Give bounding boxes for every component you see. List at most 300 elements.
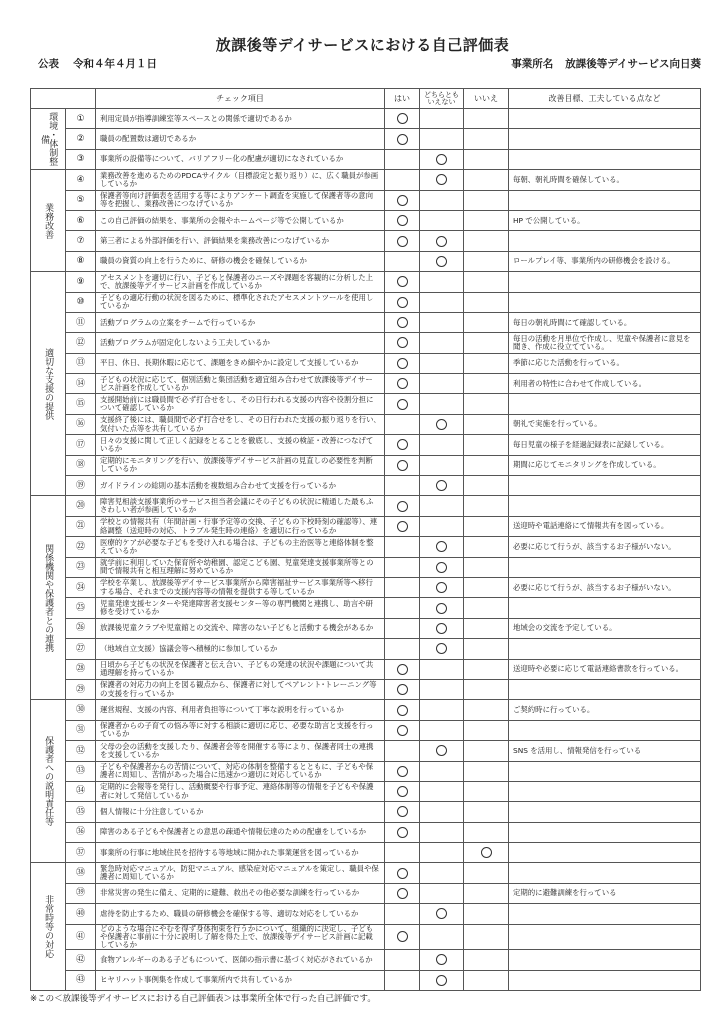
answer-neutral [420, 190, 464, 210]
item-number: ㉝ [66, 761, 96, 781]
circle-mark-icon [397, 521, 408, 532]
answer-neutral [420, 700, 464, 720]
item-text: 学校を卒業し、放課後等デイサービス事業所から障害福祉サービス事業所等へ移行する場合、それまでの支援内容等の情報を提供する等しているか [96, 577, 385, 597]
table-row [31, 577, 701, 597]
remark-text [509, 904, 701, 924]
answer-no [464, 537, 509, 557]
remark-text [509, 557, 701, 577]
table-row [31, 496, 701, 516]
table-row [31, 970, 701, 990]
table-row [31, 720, 701, 740]
remark-text: 送迎時や電話連絡にて情報共有を図っている。 [509, 516, 701, 536]
remark-text: 期間に応じてモニタリングを作成している。 [509, 455, 701, 475]
answer-no [464, 374, 509, 394]
answer-yes [385, 394, 420, 414]
answer-no [464, 210, 509, 230]
answer-no [464, 761, 509, 781]
circle-mark-icon [397, 664, 408, 675]
item-number: ㉗ [66, 639, 96, 659]
publication-info [38, 56, 171, 71]
answer-yes [385, 109, 420, 129]
answer-yes [385, 822, 420, 842]
answer-yes [385, 210, 420, 230]
answer-no [464, 149, 509, 169]
circle-mark-icon [436, 603, 447, 614]
item-number: ② [66, 129, 96, 149]
answer-no [464, 231, 509, 251]
table-row [31, 741, 701, 761]
section-label: 適切な支援の提供 [31, 272, 66, 496]
answer-yes [385, 761, 420, 781]
table-row [31, 292, 701, 312]
table-row [31, 843, 701, 863]
circle-mark-icon [397, 806, 408, 817]
item-text: 活動プログラムが固定化しないよう工夫しているか [96, 333, 385, 353]
item-number: ㊷ [66, 950, 96, 970]
item-text: 食物アレルギーのある子どもについて、医師の指示書に基づく対応がされているか [96, 950, 385, 970]
remark-text: ロールプレイ等、事業所内の研修機会を設ける。 [509, 251, 701, 271]
answer-yes [385, 863, 420, 883]
answer-no [464, 720, 509, 740]
remark-text: SNS を活用し、情報発信を行っている [509, 741, 701, 761]
answer-no [464, 557, 509, 577]
answer-no [464, 435, 509, 455]
remark-text: 定期的に避難訓練を行っている [509, 883, 701, 903]
circle-mark-icon [397, 113, 408, 124]
table-row [31, 109, 701, 129]
table-row [31, 251, 701, 271]
answer-no [464, 883, 509, 903]
answer-neutral [420, 741, 464, 761]
item-text: 保護者等向け評価表を活用する等によりアンケート調査を実施して保護者等の意向等を把握し、業務改善につなげているか [96, 190, 385, 210]
header-blank [31, 89, 96, 109]
remark-text: 毎朝、朝礼時間を確保している。 [509, 170, 701, 190]
section-label: 環境・体制整備 [31, 109, 66, 170]
circle-mark-icon [436, 480, 447, 491]
answer-no [464, 353, 509, 373]
remark-text: 地域会の交流を予定している。 [509, 618, 701, 638]
answer-neutral [420, 149, 464, 169]
item-text: ヒヤリハット事例集を作成して事業所内で共有しているか [96, 970, 385, 990]
answer-no [464, 950, 509, 970]
item-number: ⑫ [66, 333, 96, 353]
table-row [31, 883, 701, 903]
item-number: ⑳ [66, 496, 96, 516]
remark-text [509, 231, 701, 251]
remark-text [509, 272, 701, 292]
item-number: ㉞ [66, 781, 96, 801]
answer-neutral [420, 129, 464, 149]
circle-mark-icon [397, 766, 408, 777]
answer-yes [385, 333, 420, 353]
item-number: ⑪ [66, 312, 96, 332]
page-title: 放課後等デイサービスにおける自己評価表 [215, 36, 510, 54]
answer-neutral [420, 496, 464, 516]
item-text: 子どもの適応行動の状況を図るために、標準化されたアセスメントツールを使用しているか [96, 292, 385, 312]
answer-no [464, 598, 509, 618]
item-number: ㊳ [66, 863, 96, 883]
header-item: チェック項目 [96, 89, 385, 109]
answer-neutral [420, 639, 464, 659]
circle-mark-icon [397, 827, 408, 838]
answer-yes [385, 659, 420, 679]
table-row [31, 516, 701, 536]
answer-no [464, 272, 509, 292]
answer-no [464, 394, 509, 414]
remark-text: 必要に応じて行うが、該当するお子様がいない。 [509, 577, 701, 597]
answer-yes [385, 950, 420, 970]
item-number: ⑥ [66, 210, 96, 230]
answer-no [464, 679, 509, 699]
answer-neutral [420, 333, 464, 353]
item-text: 第三者による外部評価を行い、評価結果を業務改善につなげているか [96, 231, 385, 251]
table-row [31, 210, 701, 230]
answer-neutral [420, 455, 464, 475]
item-text: 個人情報に十分注意しているか [96, 802, 385, 822]
item-number: ⑨ [66, 272, 96, 292]
publication-date: 令和４年４月１日 [73, 58, 157, 70]
item-number: ⑤ [66, 190, 96, 210]
answer-yes [385, 251, 420, 271]
answer-neutral [420, 109, 464, 129]
item-text: 保護者の対応力の向上を図る観点から、保護者に対してペアレント･トレーニング等の支援を行っているか [96, 679, 385, 699]
item-text: 児童発達支援センターや発達障害者支援センター等の専門機関と連携し、助言や研修を受けているか [96, 598, 385, 618]
header-no: いいえ [464, 89, 509, 109]
item-number: ㊵ [66, 904, 96, 924]
remark-text [509, 970, 701, 990]
item-text: どのような場合にやむを得ず身体拘束を行うかについて、組織的に決定し、子どもや保護者に事前に十分に説明し了解を得た上で、放課後等デイサービス計画に記載しているか [96, 924, 385, 950]
item-number: ㉖ [66, 618, 96, 638]
remark-text: ご契約時に行っている。 [509, 700, 701, 720]
table-row [31, 394, 701, 414]
item-text: 業務改善を進めるためのPDCAサイクル（目標設定と振り返り）に、広く職員が参画しているか [96, 170, 385, 190]
item-number: ㊶ [66, 924, 96, 950]
item-number: ㊴ [66, 883, 96, 903]
item-number: ⑦ [66, 231, 96, 251]
circle-mark-icon [436, 623, 447, 634]
answer-yes [385, 720, 420, 740]
answer-neutral [420, 251, 464, 271]
remark-text [509, 761, 701, 781]
answer-no [464, 251, 509, 271]
circle-mark-icon [436, 236, 447, 247]
table-row [31, 374, 701, 394]
item-text: 定期的にモニタリングを行い、放課後等デイサービス計画の見直しの必要性を判断しているか [96, 455, 385, 475]
item-text: 緊急時対応マニュアル、防犯マニュアル、感染症対応マニュアルを策定し、職員や保護者に周知しているか [96, 863, 385, 883]
remark-text: 送迎時や必要に応じて電話連絡書款を行っている。 [509, 659, 701, 679]
table-row [31, 659, 701, 679]
table-row [31, 822, 701, 842]
item-number: ㉓ [66, 557, 96, 577]
answer-neutral [420, 659, 464, 679]
item-text: 職員の配置数は適切であるか [96, 129, 385, 149]
item-text: 支援開始前には職員間で必ず打合せをし、その日行われる支援の内容や役割分担について確認しているか [96, 394, 385, 414]
item-text: （地域自立支援）協議会等へ積極的に参加しているか [96, 639, 385, 659]
answer-neutral [420, 618, 464, 638]
item-text: 障害児相談支援事業所のサービス担当者会議にその子どもの状況に精通した最もふさわしい者が参画しているか [96, 496, 385, 516]
remark-text [509, 950, 701, 970]
answer-yes [385, 272, 420, 292]
answer-neutral [420, 863, 464, 883]
answer-neutral [420, 435, 464, 455]
answer-yes [385, 129, 420, 149]
section-label: 非常時等の対応 [31, 863, 66, 991]
circle-mark-icon [397, 501, 408, 512]
answer-no [464, 618, 509, 638]
item-text: 職員の資質の向上を行うために、研修の機会を確保しているか [96, 251, 385, 271]
table-row [31, 802, 701, 822]
remark-text: 毎日の朝礼時間にて確認している。 [509, 312, 701, 332]
item-number: ㉒ [66, 537, 96, 557]
remark-text [509, 292, 701, 312]
answer-neutral [420, 924, 464, 950]
answer-no [464, 843, 509, 863]
answer-no [464, 292, 509, 312]
answer-yes [385, 924, 420, 950]
table-row [31, 924, 701, 950]
item-text: 障害のある子どもや保護者との意思の疎通や情報伝達のための配慮をしているか [96, 822, 385, 842]
answer-neutral [420, 802, 464, 822]
circle-mark-icon [397, 378, 408, 389]
answer-no [464, 659, 509, 679]
table-row [31, 679, 701, 699]
publication-label: 公表 [38, 58, 59, 70]
remark-text [509, 781, 701, 801]
remark-text [509, 129, 701, 149]
office-label: 事業所名 [511, 58, 554, 70]
table-row [31, 863, 701, 883]
remark-text: 毎日の活動を月単位で作成し、児童や保護者に意見を聞き、作成に役立てている。 [509, 333, 701, 353]
item-number: ⑩ [66, 292, 96, 312]
office-name: 放課後等デイサービス向日葵 [565, 58, 701, 70]
answer-yes [385, 639, 420, 659]
item-text: 利用定員が指導訓練室等スペースとの関係で適切であるか [96, 109, 385, 129]
circle-mark-icon [397, 725, 408, 736]
item-text: ガイドラインの総則の基本活動を複数組み合わせて支援を行っているか [96, 476, 385, 496]
remark-text [509, 149, 701, 169]
answer-yes [385, 231, 420, 251]
answer-neutral [420, 210, 464, 230]
table-row [31, 129, 701, 149]
circle-mark-icon [397, 399, 408, 410]
circle-mark-icon [397, 317, 408, 328]
item-number: ㊲ [66, 843, 96, 863]
item-number: ③ [66, 149, 96, 169]
circle-mark-icon [436, 954, 447, 965]
item-text: 保護者からの子育ての悩み等に対する相談に適切に応じ、必要な助言と支援を行っているか [96, 720, 385, 740]
answer-yes [385, 170, 420, 190]
table-row [31, 598, 701, 618]
circle-mark-icon [436, 975, 447, 986]
remark-text [509, 598, 701, 618]
answer-no [464, 516, 509, 536]
item-text: 事業所の設備等について、バリアフリー化の配慮が適切になされているか [96, 149, 385, 169]
item-text: 非常災害の発生に備え、定期的に避難、救出その他必要な訓練を行っているか [96, 883, 385, 903]
item-number: ㉑ [66, 516, 96, 536]
circle-mark-icon [397, 460, 408, 471]
circle-mark-icon [397, 868, 408, 879]
table-row [31, 414, 701, 434]
table-row [31, 435, 701, 455]
item-number: ㉟ [66, 802, 96, 822]
answer-no [464, 822, 509, 842]
remark-text: 毎日児童の様子を経過記録表に記録している。 [509, 435, 701, 455]
answer-yes [385, 292, 420, 312]
answer-yes [385, 598, 420, 618]
item-number: ⑱ [66, 455, 96, 475]
answer-neutral [420, 476, 464, 496]
answer-no [464, 476, 509, 496]
answer-yes [385, 435, 420, 455]
table-header [31, 89, 701, 109]
table-row [31, 700, 701, 720]
answer-neutral [420, 231, 464, 251]
circle-mark-icon [397, 684, 408, 695]
circle-mark-icon [436, 562, 447, 573]
answer-yes [385, 353, 420, 373]
remark-text [509, 720, 701, 740]
answer-no [464, 109, 509, 129]
table-row [31, 476, 701, 496]
answer-no [464, 312, 509, 332]
circle-mark-icon [397, 297, 408, 308]
answer-neutral [420, 970, 464, 990]
footnote: ※この＜放課後等デイサービスにおける自己評価表＞は事業所全体で行った自己評価です。 [30, 994, 376, 1004]
table-row [31, 312, 701, 332]
answer-no [464, 904, 509, 924]
answer-yes [385, 190, 420, 210]
item-text: 定期的に会報等を発行し、活動概要や行事予定、連絡体制等の情報を子どもや保護者に対して発信しているか [96, 781, 385, 801]
item-number: ㉘ [66, 659, 96, 679]
answer-yes [385, 577, 420, 597]
answer-no [464, 170, 509, 190]
circle-mark-icon [436, 174, 447, 185]
circle-mark-icon [436, 908, 447, 919]
item-number: ① [66, 109, 96, 129]
item-text: 日頃から子どもの状況を保護者と伝え合い、子どもの発達の状況や課題について共通理解を持っているか [96, 659, 385, 679]
answer-yes [385, 455, 420, 475]
answer-yes [385, 537, 420, 557]
item-text: 支援終了後には、職員間で必ず打合せをし、その日行われた支援の振り返りを行い､気付いた点等を共有しているか [96, 414, 385, 434]
table-row [31, 761, 701, 781]
circle-mark-icon [436, 643, 447, 654]
remark-text [509, 394, 701, 414]
remark-text [509, 863, 701, 883]
answer-no [464, 496, 509, 516]
table-row [31, 333, 701, 353]
circle-mark-icon [436, 541, 447, 552]
answer-no [464, 129, 509, 149]
answer-neutral [420, 292, 464, 312]
table-row [31, 455, 701, 475]
answer-yes [385, 476, 420, 496]
answer-neutral [420, 374, 464, 394]
answer-neutral [420, 598, 464, 618]
answer-neutral [420, 414, 464, 434]
answer-no [464, 970, 509, 990]
remark-text [509, 924, 701, 950]
answer-no [464, 190, 509, 210]
item-text: 就学前に利用していた保育所や幼稚園、認定こども園、児童発達支援事業所等との間で情報共有と相互理解に努めているか [96, 557, 385, 577]
remark-text: 朝礼で実施を行っている。 [509, 414, 701, 434]
answer-neutral [420, 170, 464, 190]
circle-mark-icon [397, 786, 408, 797]
item-text: 学校との情報共有（年間計画・行事予定等の交換、子どもの下校時刻の確認等）、連絡調整（送迎時の対応、トラブル発生時の連絡）を適切に行っているか [96, 516, 385, 536]
circle-mark-icon [436, 419, 447, 430]
table-row [31, 557, 701, 577]
answer-yes [385, 618, 420, 638]
section-label: 関係機関や保護者との連携 [31, 496, 66, 700]
remark-text [509, 802, 701, 822]
table-row [31, 950, 701, 970]
answer-yes [385, 496, 420, 516]
answer-yes [385, 312, 420, 332]
item-text: アセスメントを適切に行い、子どもと保護者のニーズや課題を客観的に分析した上で、放課後等デイサービス計画を作成しているか [96, 272, 385, 292]
item-number: ㉙ [66, 679, 96, 699]
answer-yes [385, 374, 420, 394]
item-number: ㊱ [66, 822, 96, 842]
remark-text: 利用者の特性に合わせて作成している。 [509, 374, 701, 394]
table-row [31, 353, 701, 373]
item-text: この自己評価の結果を、事業所の会報やホームページ等で公開しているか [96, 210, 385, 230]
circle-mark-icon [397, 705, 408, 716]
circle-mark-icon [397, 215, 408, 226]
answer-yes [385, 557, 420, 577]
answer-yes [385, 414, 420, 434]
table-row [31, 190, 701, 210]
answer-neutral [420, 679, 464, 699]
remark-text [509, 190, 701, 210]
item-text: 活動プログラムの立案をチームで行っているか [96, 312, 385, 332]
item-text: 父母の会の活動を支援したり、保護者会等を開催する等により、保護者同士の連携を支援しているか [96, 741, 385, 761]
item-number: ㉕ [66, 598, 96, 618]
table-row [31, 537, 701, 557]
item-text: 平日、休日、長期休暇に応じて、課題をきめ細やかに設定して支援しているか [96, 353, 385, 373]
section-label: 業務改善 [31, 170, 66, 272]
answer-yes [385, 679, 420, 699]
answer-neutral [420, 272, 464, 292]
item-text: 運営規程、支援の内容、利用者負担等について丁寧な説明を行っているか [96, 700, 385, 720]
answer-neutral [420, 883, 464, 903]
table-row [31, 618, 701, 638]
section-label: 保護者への説明責任等 [31, 700, 66, 863]
answer-no [464, 863, 509, 883]
item-text: 虐待を防止するため、職員の研修機会を確保する等、適切な対応をしているか [96, 904, 385, 924]
table-row [31, 170, 701, 190]
answer-yes [385, 149, 420, 169]
office-info [499, 56, 701, 71]
answer-neutral [420, 516, 464, 536]
answer-yes [385, 970, 420, 990]
item-text: 日々の支援に関して正しく記録をとることを徹底し、支援の検証・改善につなげているか [96, 435, 385, 455]
header-remarks: 改善目標、工夫している点など [509, 89, 701, 109]
item-number: ㉚ [66, 700, 96, 720]
remark-text: 必要に応じて行うが、該当するお子様がいない。 [509, 537, 701, 557]
circle-mark-icon [397, 236, 408, 247]
remark-text [509, 496, 701, 516]
answer-no [464, 802, 509, 822]
answer-yes [385, 883, 420, 903]
table-row [31, 272, 701, 292]
remark-text [509, 822, 701, 842]
item-number: ⑰ [66, 435, 96, 455]
answer-neutral [420, 950, 464, 970]
circle-mark-icon [397, 888, 408, 899]
item-number: ④ [66, 170, 96, 190]
answer-no [464, 924, 509, 950]
answer-neutral [420, 761, 464, 781]
answer-no [464, 741, 509, 761]
